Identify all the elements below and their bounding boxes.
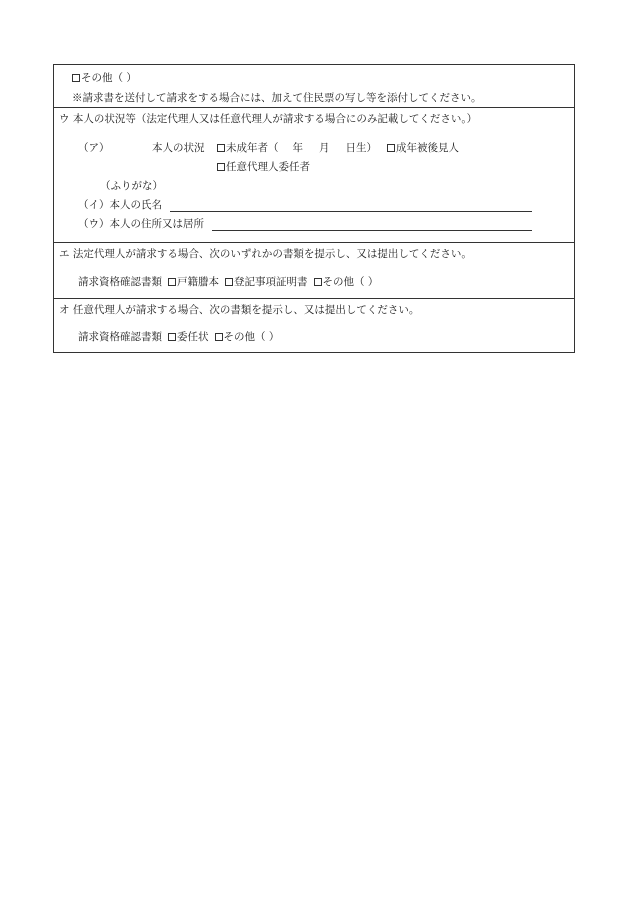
inin-checkbox[interactable] (168, 331, 177, 343)
other-checkbox[interactable] (72, 72, 81, 84)
furigana-label: （ふりがな） (100, 180, 163, 192)
o-other-checkbox[interactable] (215, 331, 224, 343)
proxy-principal-checkbox[interactable] (217, 161, 226, 173)
section-e-header: エ 法定代理人が請求する場合、次のいずれかの書類を提示し、又は提出してください。 (59, 248, 472, 260)
docs-label: 請求資格確認書類 (78, 331, 162, 343)
section-o-docs (78, 330, 279, 344)
section-u-header: ウ 本人の状況等（法定代理人又は任意代理人が請求する場合にのみ記載してください。） (59, 113, 478, 125)
proxy-principal-label: 任意代理人委任者 (226, 161, 310, 173)
koseki-label: 戸籍謄本 (177, 276, 219, 288)
touki-checkbox[interactable] (225, 276, 234, 288)
adult-guardian-option (387, 141, 459, 155)
section-u (54, 108, 574, 243)
minor-label: 未成年者（ (226, 142, 279, 154)
section-top (54, 65, 574, 108)
name-label: （イ）本人の氏名 (78, 199, 162, 211)
inin-label: 委任状 (177, 331, 209, 343)
item-a-title: 本人の状況 (152, 142, 205, 154)
adult-guardian-label: 成年被後見人 (396, 142, 459, 154)
minor-checkbox[interactable] (217, 142, 226, 154)
docs-label: 請求資格確認書類 (78, 276, 162, 288)
touki-label: 登記事項証明書 (234, 276, 308, 288)
request-form-box (53, 64, 575, 353)
section-e-docs (78, 275, 378, 289)
day-label: 日生） (345, 142, 377, 154)
section-o-header: オ 任意代理人が請求する場合、次の書類を提示し、又は提出してください。 (59, 304, 420, 316)
adult-guardian-checkbox[interactable] (387, 142, 396, 154)
mailing-note: ※請求書を送付して請求をする場合には、加えて住民票の写し等を添付してください。 (72, 92, 482, 104)
address-field[interactable] (212, 230, 532, 231)
name-field[interactable] (170, 211, 532, 212)
address-label: （ウ）本人の住所又は居所 (78, 218, 204, 230)
o-other-label: その他（ ） (223, 331, 280, 343)
item-a-label: （ア） (78, 142, 110, 154)
e-other-label: その他（ ） (322, 276, 379, 288)
proxy-principal-option (217, 160, 310, 174)
other-label: その他（ ） (81, 72, 137, 84)
section-o (54, 299, 574, 354)
section-e (54, 243, 574, 299)
minor-option (217, 141, 377, 155)
e-other-checkbox[interactable] (314, 276, 323, 288)
koseki-checkbox[interactable] (168, 276, 177, 288)
other-option (72, 71, 137, 85)
year-label: 年 (292, 142, 303, 154)
month-label: 月 (319, 142, 330, 154)
